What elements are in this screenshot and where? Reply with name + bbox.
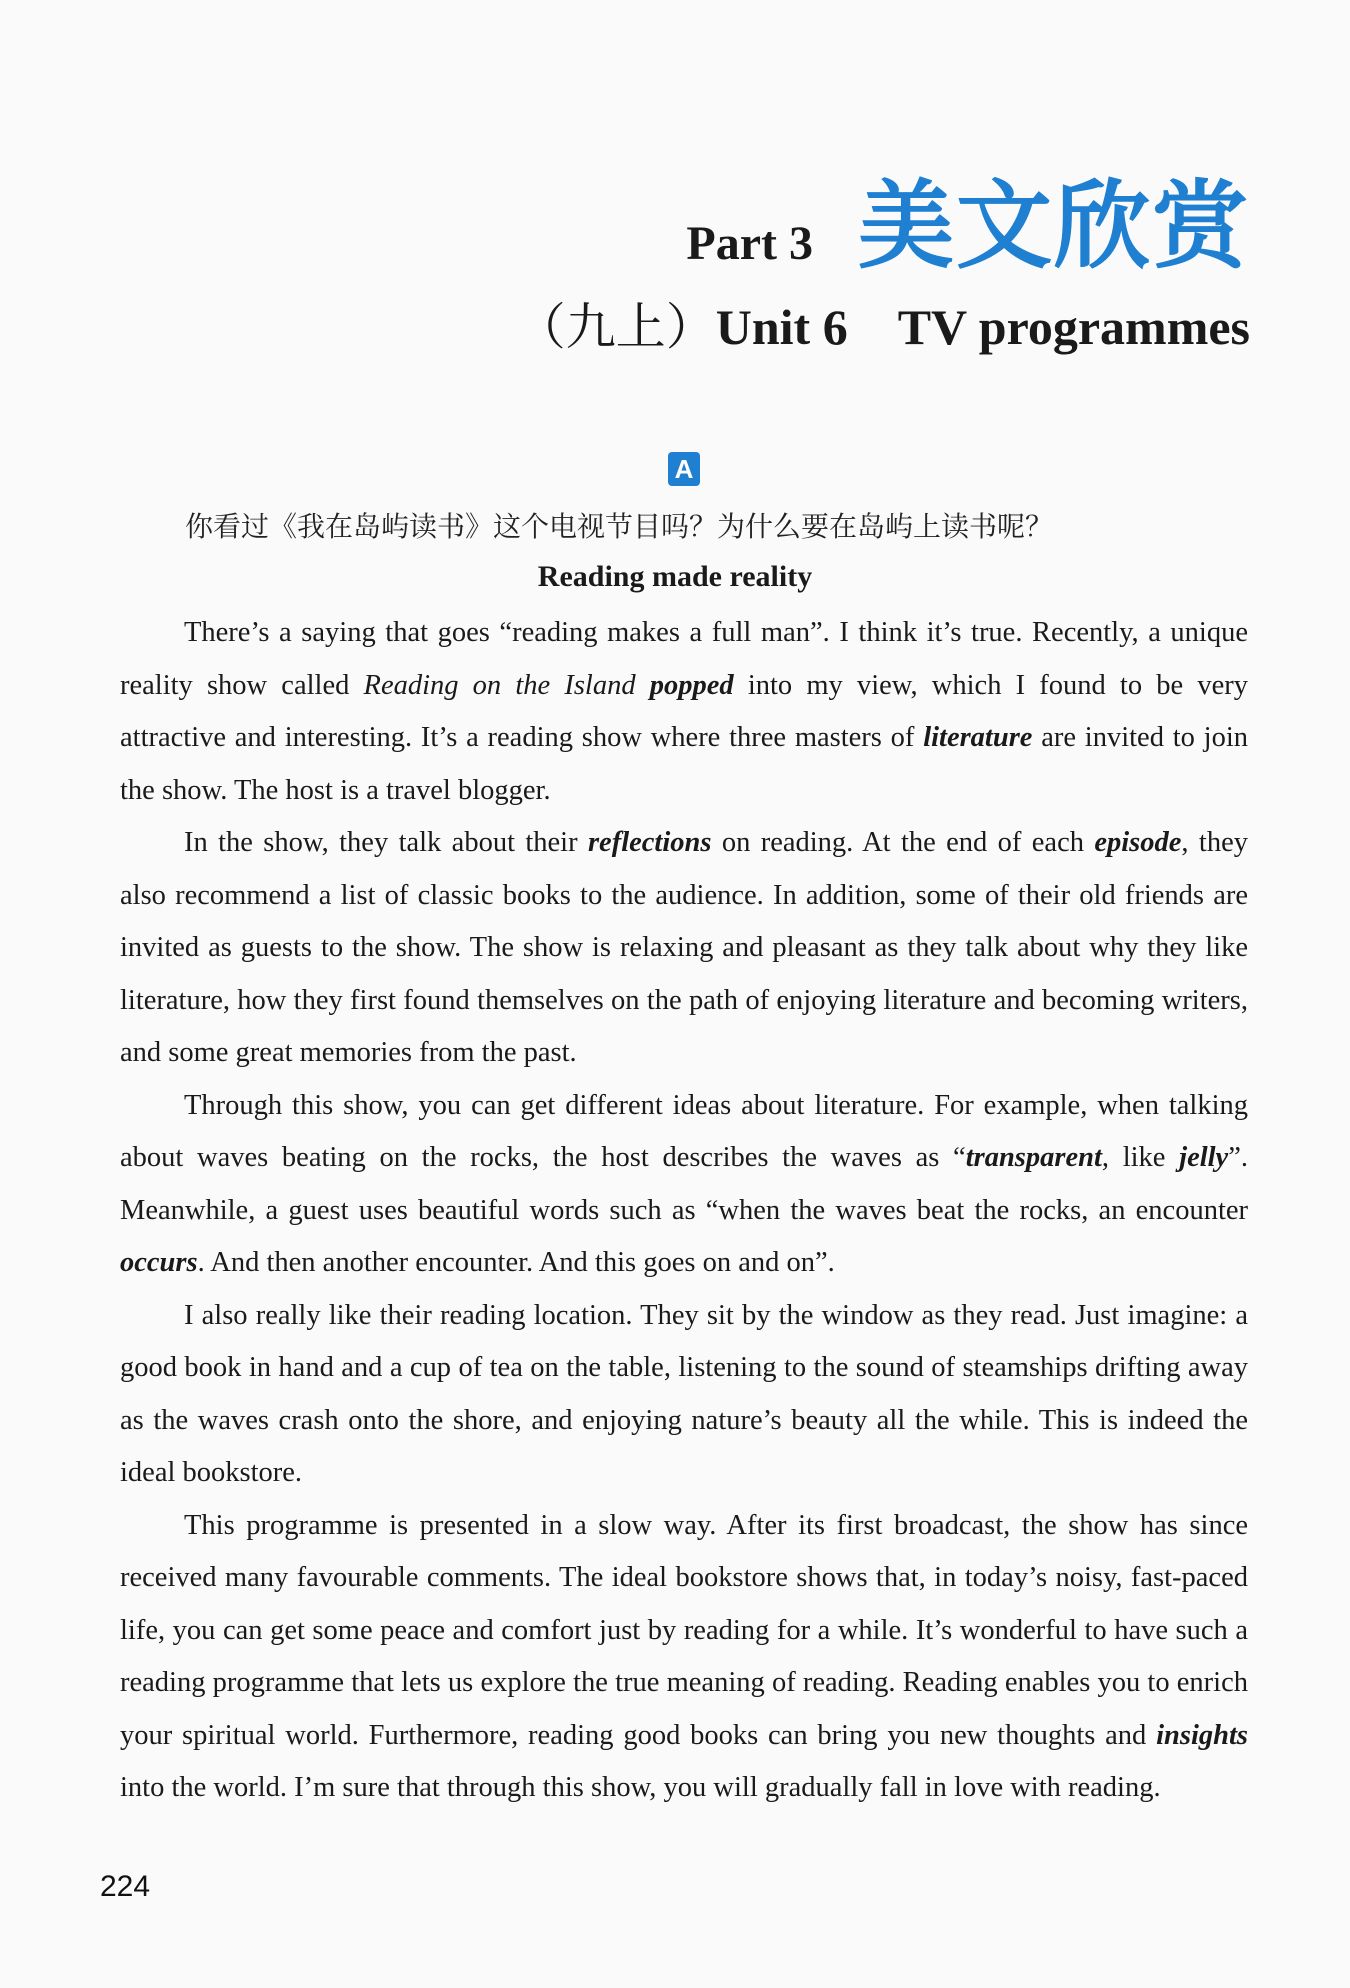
paragraph: Through this show, you can get different ideas about literature. For example, when talking about waves beating on the rocks, the host describes the waves as “transparent, like jelly”. Meanwhile, a guest uses beautiful words such as “when the waves beat the rocks, an encounter occurs. And then another encounter. And this goes on and on”. bbox=[120, 1089, 1248, 1278]
vocab-word: popped bbox=[649, 669, 734, 701]
paragraph: In the show, they talk about their reflections on reading. At the end of each episode, they also recommend a list of classic books to the audience. In addition, some of their old friends are invited as guests to the show. The show is relaxing and pleasant as they talk about why they like literature, how they first found themselves on the path of enjoying literature and becoming writers, and some great memories from the past. bbox=[120, 827, 1248, 1068]
header-row-part bbox=[516, 150, 1250, 287]
vocab-word: literature bbox=[923, 722, 1033, 753]
lead-question: 你看过《我在岛屿读书》这个电视节目吗？为什么要在岛屿上读书呢？ bbox=[185, 510, 1054, 543]
unit-heading bbox=[516, 287, 1250, 359]
vocab-word: insights bbox=[1156, 1719, 1248, 1751]
vocab-word: transparent bbox=[965, 1142, 1102, 1173]
article-body bbox=[120, 607, 1248, 1815]
grade-label: （九上） bbox=[515, 298, 716, 356]
section-badge: A bbox=[668, 452, 700, 486]
vocab-word: reflections bbox=[587, 827, 712, 858]
vocab-word: occurs bbox=[120, 1247, 198, 1278]
show-title: Reading on the Island bbox=[363, 669, 636, 701]
page-header bbox=[516, 150, 1250, 359]
vocab-word: episode bbox=[1094, 827, 1182, 858]
paragraph: There’s a saying that goes “reading makes a full man”. I think it’s true. Recently, a unique reality show called Reading on the Island popped into my view, which I found to be very attractive and interesting. It’s a reading show where three masters of literature are invited to join the show. The host is a travel blogger. bbox=[120, 617, 1248, 806]
paragraph: This programme is presented in a slow way. After its first broadcast, the show has since received many favourable comments. The ideal bookstore shows that, in today’s noisy, fast-paced life, you can get some peace and comfort just by reading for a while. It’s wonderful to have such a reading programme that lets us explore the true meaning of reading. Reading enables you to enrich your spiritual world. Furthermore, reading good books can bring you new thoughts and insights into the world. I’m sure that through this show, you will gradually fall in love with reading. bbox=[120, 1509, 1248, 1803]
page-number: 224 bbox=[100, 1870, 151, 1903]
part-label: Part 3 bbox=[686, 217, 813, 270]
section-title-chinese: 美文欣赏 bbox=[858, 170, 1250, 282]
vocab-word: jelly bbox=[1179, 1142, 1229, 1173]
unit-label: Unit 6 bbox=[715, 299, 848, 355]
article-title: Reading made reality bbox=[537, 560, 813, 593]
paragraph: I also really like their reading location. They sit by the window as they read. Just imagine: a good book in hand and a cup of tea on the table, listening to the sound of steamships drifting away as the waves crash onto the shore, and enjoying nature’s beauty all the while. This is indeed the ideal bookstore. bbox=[120, 1299, 1248, 1488]
unit-topic: TV programmes bbox=[897, 299, 1250, 355]
